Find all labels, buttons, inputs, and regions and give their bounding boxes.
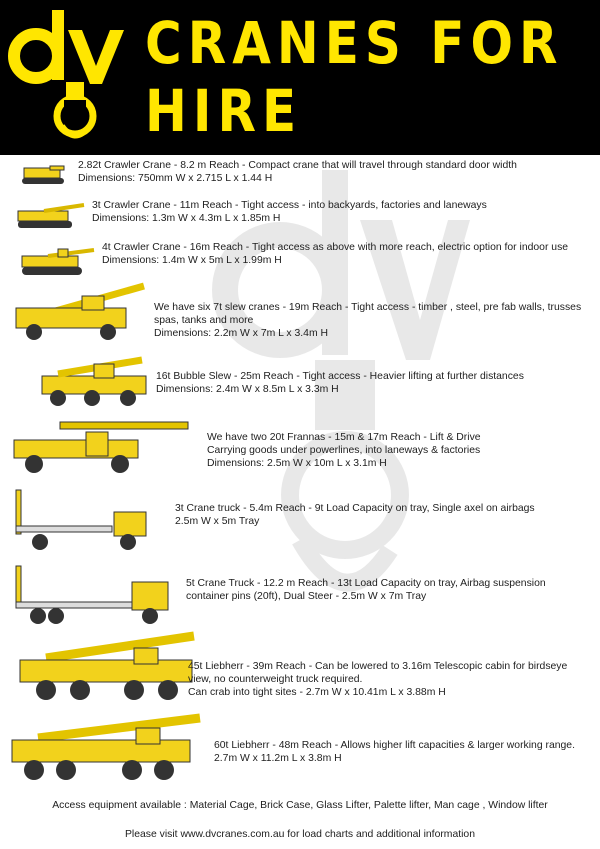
item-dimensions: 2.7m W x 11.2m L x 3.8m H: [214, 753, 342, 764]
title-line-1: CRANES FOR: [145, 10, 564, 77]
item-dimensions: Can crab into tight sites - 2.7m W x 10.41m L x 3.88m H: [188, 687, 446, 698]
crane-truck-5t-icon: [10, 564, 172, 626]
list-item: [0, 562, 600, 624]
item-dimensions: container pins (20ft), Dual Steer - 2.5m W x 7m Tray: [186, 591, 427, 602]
list-item: [0, 282, 600, 344]
item-description-continued: view, no counterweight truck required.: [188, 674, 363, 685]
slew-crane-icon: [12, 282, 148, 342]
title-line-2: HIRE: [145, 78, 303, 145]
item-description: 2.82t Crawler Crane - 8.2 m Reach - Compact crane that will travel through standard door width: [78, 160, 517, 171]
item-description: 16t Bubble Slew - 25m Reach - Tight access - Heavier lifting at further distances: [156, 371, 524, 382]
header-banner: [0, 0, 600, 155]
item-description: 5t Crane Truck - 12.2 m Reach - 13t Load Capacity on tray, Airbag suspension: [186, 578, 546, 589]
list-item: [0, 416, 600, 478]
list-item: [0, 630, 600, 708]
access-equipment-note: Access equipment available : Material Cage, Brick Case, Glass Lifter, Palette lifter, Man cage , Window lifter: [52, 800, 548, 811]
franna-crane-icon: [10, 418, 190, 478]
item-description: 45t Liebherr - 39m Reach - Can be lowered to 3.16m Telescopic cabin for birdseye: [188, 661, 568, 672]
item-dimensions: 2.5m W x 5m Tray: [175, 516, 260, 527]
item-description: We have six 7t slew cranes - 19m Reach - Tight access - timber , steel, pre fab walls, trusses: [154, 302, 582, 313]
item-dimensions: Dimensions: 2.2m W x 7m L x 3.4m H: [154, 328, 328, 339]
liebherr-60t-icon: [8, 712, 204, 784]
list-item: [0, 238, 600, 280]
crawler-crane-medium-icon: [14, 201, 86, 231]
item-description-continued: spas, tanks and more: [154, 315, 254, 326]
crawler-crane-large-icon: [18, 244, 98, 278]
item-description: 4t Crawler Crane - 16m Reach - Tight access as above with more reach, electric option for indoor use: [102, 242, 569, 253]
item-description: We have two 20t Frannas - 15m & 17m Reach - Lift & Drive: [207, 432, 481, 443]
list-item: [0, 195, 600, 235]
item-description: 60t Liebherr - 48m Reach - Allows higher lift capacities & larger working range.: [214, 740, 575, 751]
website-note: Please visit www.dvcranes.com.au for load charts and additional information: [125, 829, 475, 840]
list-item: [0, 712, 600, 786]
list-item: [0, 352, 600, 410]
item-dimensions: Dimensions: 1.4m W x 5m L x 1.99m H: [102, 255, 282, 266]
item-dimensions: Dimensions: 2.5m W x 10m L x 3.1m H: [207, 458, 387, 469]
bubble-slew-crane-icon: [38, 354, 150, 408]
crane-truck-3t-icon: [10, 488, 150, 552]
list-item: [0, 486, 600, 552]
dv-logo-icon: [4, 4, 146, 150]
list-item: [0, 156, 600, 190]
item-dimensions: Dimensions: 750mm W x 2.715 L x 1.44 H: [78, 173, 273, 184]
item-description: 3t Crane truck - 5.4m Reach - 9t Load Capacity on tray, Single axel on airbags: [175, 503, 535, 514]
item-description: 3t Crawler Crane - 11m Reach - Tight access - into backyards, factories and laneways: [92, 200, 487, 211]
item-dimensions: Dimensions: 1.3m W x 4.3m L x 1.85m H: [92, 213, 281, 224]
crawler-crane-small-icon: [20, 164, 68, 186]
item-description-continued: Carrying goods under powerlines, into laneways & factories: [207, 445, 481, 456]
liebherr-45t-icon: [16, 630, 198, 704]
item-dimensions: Dimensions: 2.4m W x 8.5m L x 3.3m H: [156, 384, 339, 395]
